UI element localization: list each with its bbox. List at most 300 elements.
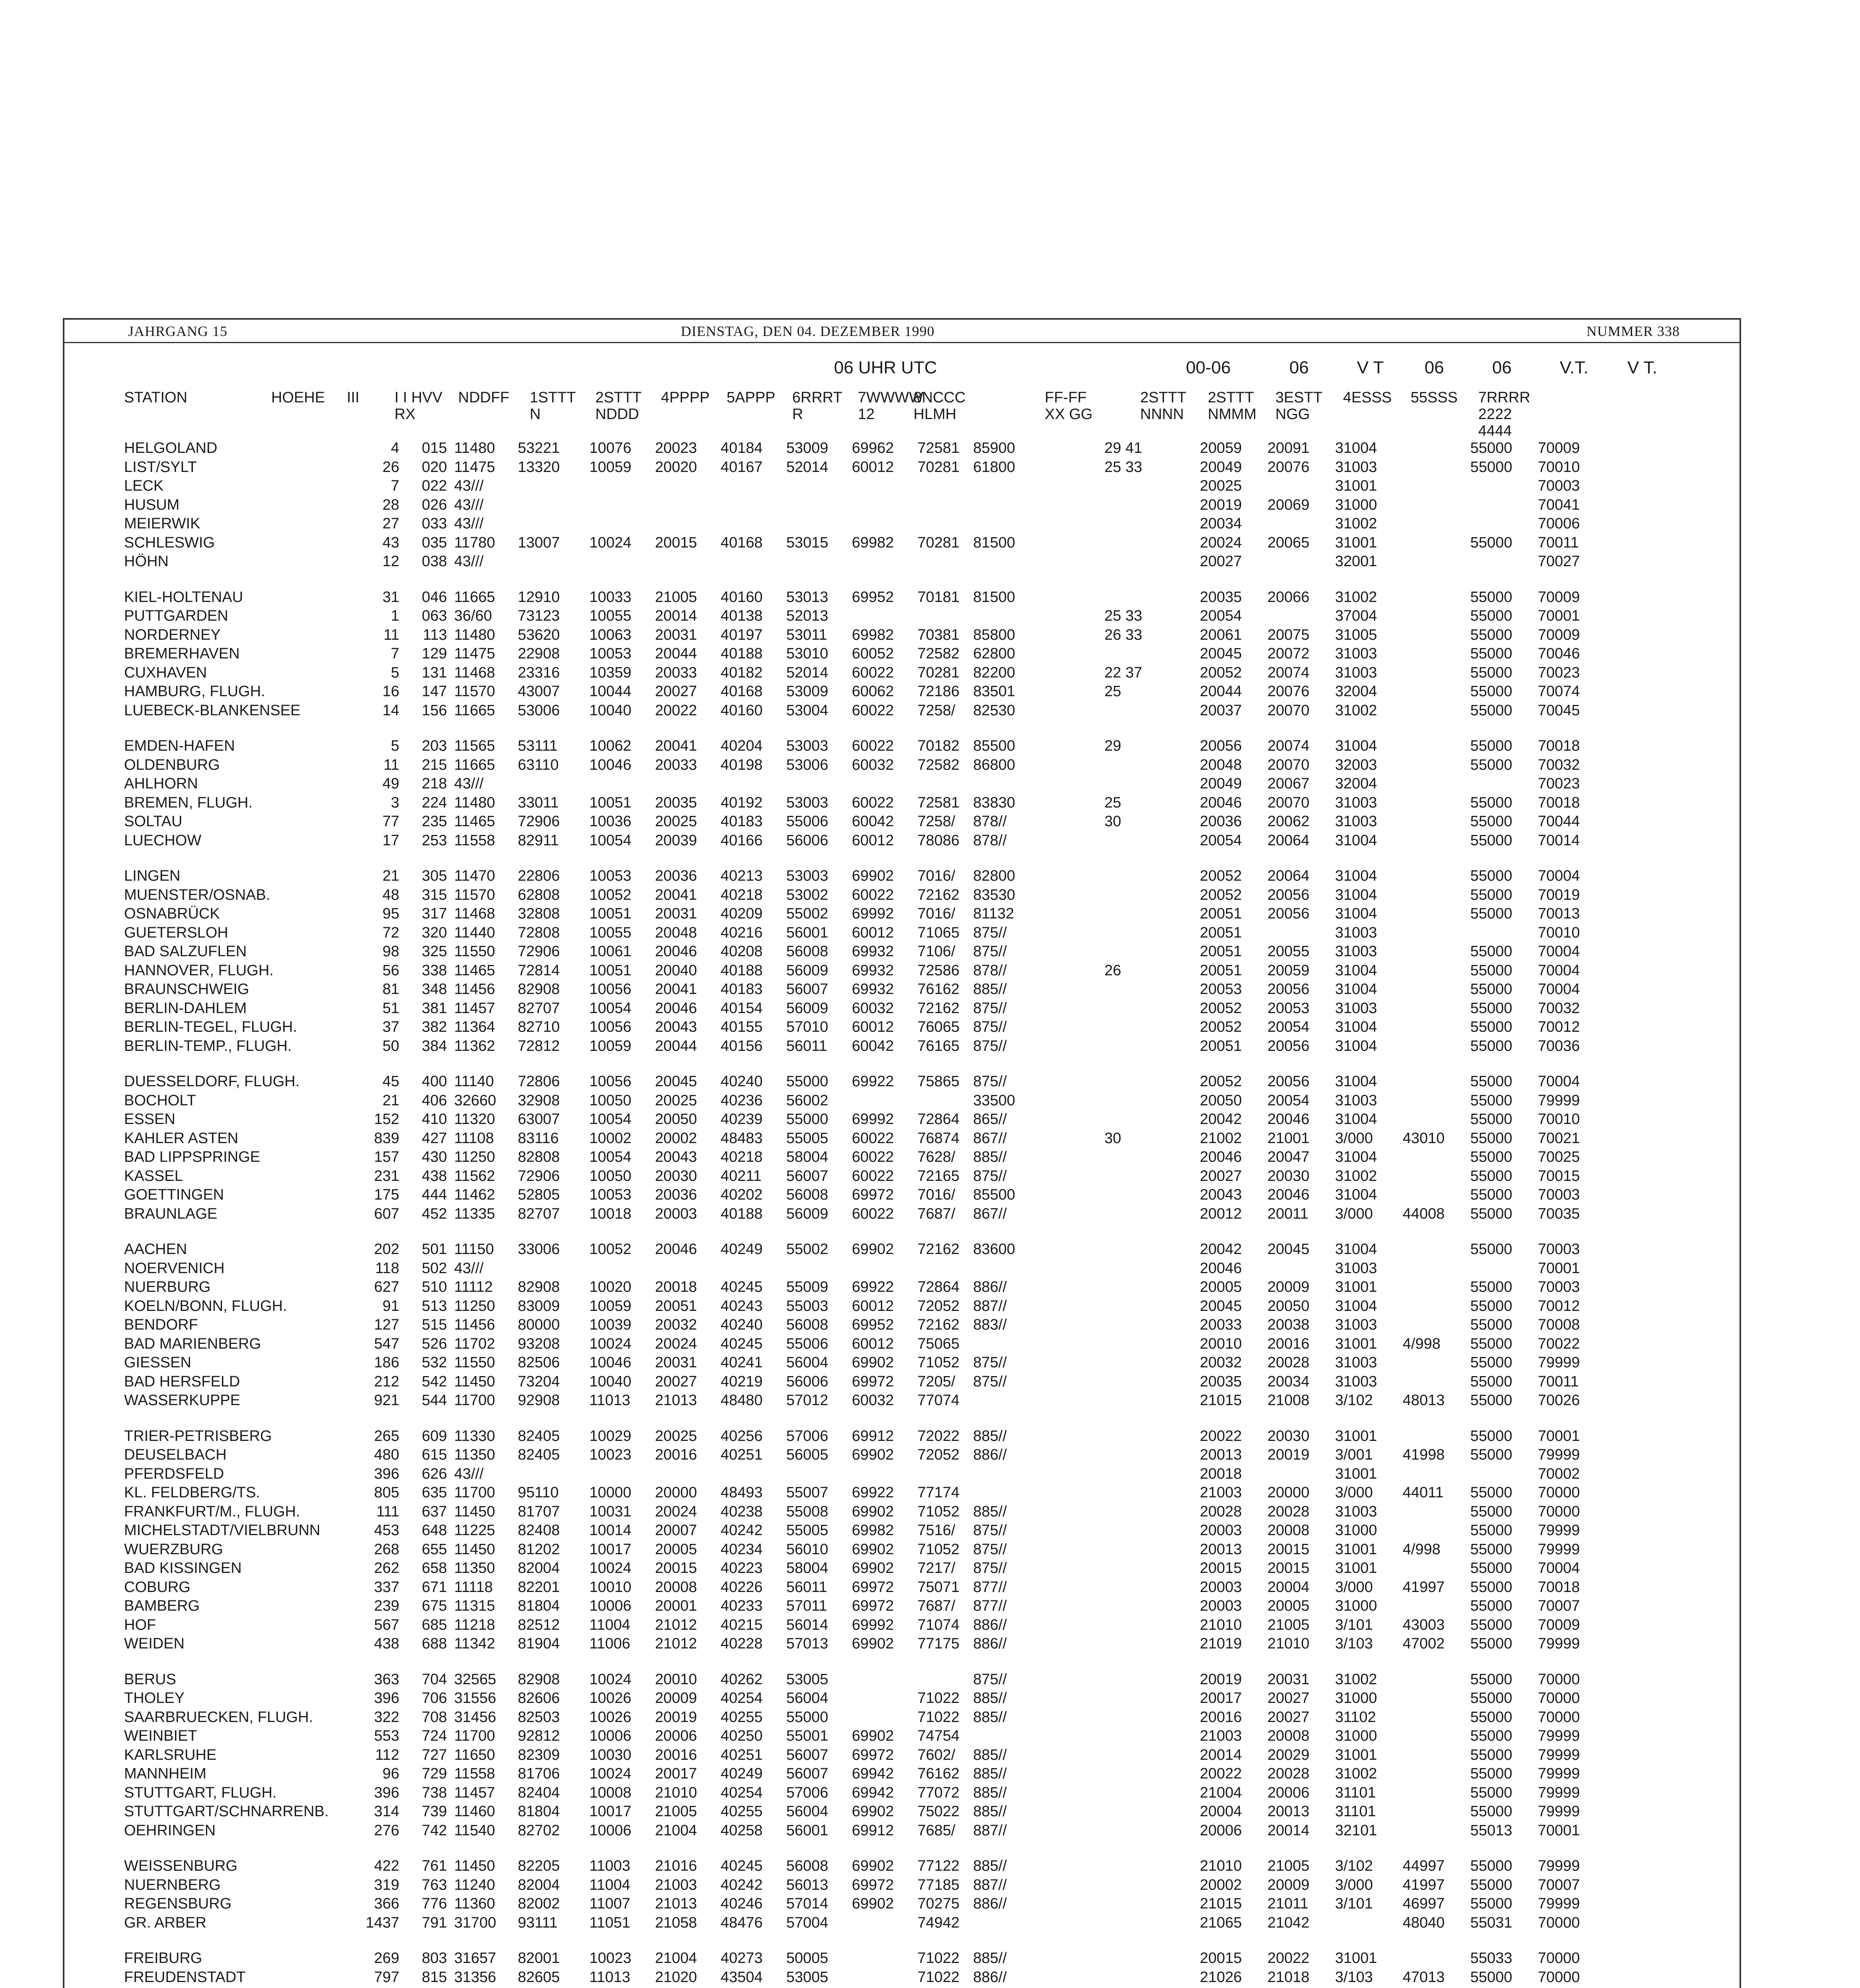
table-row — [124, 682, 1802, 701]
table-cell: 21 — [382, 868, 399, 884]
station-name: DUESSELDORF, FLUGH. — [124, 1073, 300, 1090]
table-row — [124, 1821, 1802, 1840]
station-name: AACHEN — [124, 1241, 187, 1258]
table-cell: 70000 — [1538, 1484, 1580, 1501]
table-cell: 60012 — [852, 832, 894, 849]
table-cell: 53011 — [786, 626, 827, 643]
table-cell: 11350 — [454, 1446, 495, 1463]
table-cell — [852, 496, 917, 515]
table-cell: 31004 — [1335, 1149, 1377, 1165]
table-cell — [1104, 775, 1200, 794]
table-cell: 11475 — [454, 458, 495, 476]
table-cell — [1403, 1259, 1470, 1278]
station-name: NOERVENICH — [124, 1260, 225, 1277]
table-cell: 76162 — [917, 1765, 960, 1782]
table-cell: 70023 — [1538, 664, 1580, 681]
station-name: KIEL-HOLTENAU — [124, 588, 243, 606]
table-cell: 022 — [422, 478, 447, 494]
station-group — [124, 588, 1802, 720]
right-sub-5: V.T. — [1560, 358, 1588, 377]
table-cell: 55000 — [1470, 626, 1512, 643]
table-cell: 11006 — [589, 1635, 630, 1652]
table-cell: 867// — [973, 1130, 1007, 1147]
table-cell: 40228 — [721, 1635, 763, 1652]
table-cell: 72165 — [917, 1167, 960, 1184]
table-cell: 20015 — [1200, 1950, 1242, 1967]
table-cell: 40240 — [721, 1316, 763, 1333]
table-cell: 276 — [374, 1822, 399, 1839]
table-cell: 70032 — [1538, 1000, 1580, 1017]
table-cell: 20056 — [1200, 738, 1242, 754]
station-name: TRIER-PETRISBERG — [124, 1427, 272, 1444]
table-cell: 038 — [422, 553, 447, 570]
table-cell: 32003 — [1335, 756, 1377, 773]
table-cell: 262 — [374, 1560, 399, 1576]
table-cell: 40160 — [721, 702, 763, 719]
table-cell: 71022 — [917, 1708, 960, 1726]
table-cell: 60032 — [852, 756, 894, 773]
table-cell: 3/102 — [1335, 1858, 1373, 1874]
table-cell: 70035 — [1538, 1205, 1580, 1222]
table-cell — [1104, 1391, 1200, 1410]
table-cell: 1437 — [365, 1914, 399, 1931]
table-cell: 31001 — [1335, 1335, 1377, 1352]
table-cell: 55000 — [1470, 458, 1512, 476]
table-cell: 33011 — [518, 794, 559, 811]
table-cell: 111 — [376, 1503, 399, 1520]
table-cell — [1104, 999, 1200, 1018]
table-cell: 74942 — [917, 1914, 960, 1931]
table-cell: 20037 — [1200, 702, 1242, 719]
column-header-top: STATION — [124, 389, 188, 406]
table-row — [124, 1110, 1802, 1129]
table-cell: 31003 — [1335, 1373, 1377, 1390]
station-group — [124, 1072, 1802, 1223]
table-cell: 875// — [973, 1019, 1007, 1035]
table-cell: 885// — [973, 1708, 1007, 1726]
table-row — [124, 1521, 1802, 1540]
table-cell: 10050 — [589, 1167, 632, 1184]
table-cell: 20045 — [1200, 645, 1242, 662]
table-cell: 20028 — [1200, 1503, 1242, 1520]
station-name: NUERBURG — [124, 1279, 211, 1295]
table-cell: 55000 — [1470, 1092, 1512, 1109]
table-cell: 72022 — [917, 1427, 960, 1444]
table-cell — [973, 477, 1104, 496]
table-cell: 55000 — [1470, 1503, 1512, 1520]
station-group — [124, 1857, 1802, 1932]
table-cell: 11465 — [454, 962, 495, 979]
table-cell: 77175 — [917, 1635, 960, 1652]
table-row — [124, 1597, 1802, 1616]
table-cell: 40249 — [721, 1241, 763, 1258]
table-cell: 31 — [382, 588, 399, 606]
station-name: KARLSRUHE — [124, 1746, 217, 1763]
table-row — [124, 1727, 1802, 1746]
table-cell: 20015 — [1267, 1541, 1310, 1558]
table-cell: 30 — [1104, 1130, 1121, 1147]
table-cell: 81804 — [518, 1803, 560, 1820]
table-cell: 20032 — [655, 1316, 697, 1333]
table-cell — [1104, 1110, 1200, 1129]
table-cell: 11558 — [454, 1765, 495, 1782]
table-cell: 40155 — [721, 1019, 763, 1035]
table-cell: 739 — [422, 1803, 447, 1820]
table-cell: 69902 — [852, 1635, 894, 1652]
table-cell: 31004 — [1335, 981, 1377, 998]
table-cell: 10006 — [589, 1598, 632, 1614]
table-cell: 70004 — [1538, 1560, 1580, 1576]
table-row — [124, 831, 1802, 850]
table-cell — [1104, 1540, 1200, 1559]
table-cell: 319 — [374, 1876, 399, 1893]
table-cell: 79999 — [1538, 1858, 1580, 1874]
table-cell — [721, 1465, 786, 1484]
table-cell: 31005 — [1335, 626, 1377, 643]
table-cell — [589, 1259, 655, 1278]
table-cell: 11480 — [454, 794, 495, 811]
table-cell: 55007 — [786, 1484, 828, 1501]
table-cell: 70025 — [1538, 1149, 1580, 1165]
table-cell: 31101 — [1335, 1803, 1376, 1820]
table-cell — [1104, 942, 1200, 961]
table-cell: 20008 — [655, 1578, 697, 1596]
table-cell: 615 — [422, 1446, 447, 1463]
table-cell: 70006 — [1538, 515, 1580, 532]
table-cell — [1104, 1821, 1200, 1840]
table-cell: 20018 — [655, 1279, 697, 1295]
table-cell — [655, 514, 721, 534]
table-cell — [917, 1091, 973, 1110]
table-cell: 70003 — [1538, 1241, 1580, 1258]
table-cell: 32565 — [454, 1671, 496, 1688]
table-cell: 803 — [422, 1950, 447, 1967]
table-cell: 69922 — [852, 1484, 894, 1501]
table-cell: 635 — [422, 1484, 447, 1501]
table-cell: 70000 — [1538, 1950, 1580, 1967]
table-cell: 10029 — [589, 1427, 632, 1444]
table-row — [124, 588, 1802, 607]
table-cell: 70000 — [1538, 1690, 1580, 1706]
table-cell: 10061 — [589, 943, 632, 960]
table-cell: 70004 — [1538, 981, 1580, 998]
table-cell: 55000 — [1470, 1690, 1512, 1706]
table-cell — [1403, 477, 1470, 496]
table-cell — [1470, 477, 1538, 496]
table-cell: 21015 — [1200, 1895, 1242, 1912]
station-name: BRAUNSCHWEIG — [124, 981, 249, 998]
table-row — [124, 1316, 1802, 1335]
table-cell: 20013 — [1200, 1541, 1242, 1558]
table-cell: 11480 — [454, 626, 495, 643]
table-cell: 63110 — [518, 756, 559, 773]
table-cell: 56001 — [786, 1822, 828, 1839]
table-cell: 40243 — [721, 1297, 763, 1314]
table-cell: 885// — [973, 1765, 1007, 1782]
table-cell: 53013 — [786, 588, 828, 606]
table-cell — [1403, 552, 1470, 571]
table-cell: 11364 — [454, 1019, 495, 1035]
table-cell: 21058 — [655, 1914, 697, 1931]
table-cell: 21010 — [1200, 1858, 1242, 1874]
table-cell — [1104, 1427, 1200, 1446]
table-cell: 10054 — [589, 1000, 632, 1017]
table-cell: 20074 — [1267, 664, 1310, 681]
table-cell: 20008 — [1267, 1522, 1310, 1539]
table-cell: 92908 — [518, 1392, 560, 1409]
table-cell: 20014 — [1200, 1746, 1242, 1763]
table-cell: 31004 — [1335, 1241, 1377, 1258]
table-cell: 60032 — [852, 1392, 894, 1409]
table-cell — [721, 514, 786, 534]
table-row — [124, 867, 1802, 886]
table-cell: 20008 — [1267, 1728, 1310, 1744]
table-cell: 60012 — [852, 1019, 894, 1035]
table-cell: 69972 — [852, 1373, 894, 1390]
table-cell: 21020 — [655, 1969, 697, 1986]
table-cell: 72906 — [518, 813, 560, 830]
table-cell: 48483 — [721, 1130, 763, 1147]
table-cell: 20009 — [1267, 1876, 1310, 1893]
table-cell: 763 — [422, 1876, 447, 1893]
table-cell: 21001 — [1267, 1130, 1310, 1147]
table-cell — [1104, 1597, 1200, 1616]
table-cell: 57013 — [786, 1635, 828, 1652]
table-row — [124, 1578, 1802, 1597]
table-cell — [1403, 439, 1470, 458]
table-cell: 20059 — [1200, 440, 1242, 456]
table-cell: 53006 — [786, 756, 828, 773]
table-cell — [1403, 1949, 1470, 1968]
station-name: BAMBERG — [124, 1598, 200, 1614]
table-cell: 20003 — [1200, 1598, 1242, 1614]
table-cell: 70015 — [1538, 1167, 1580, 1184]
table-cell: 21003 — [655, 1876, 697, 1893]
table-cell: 40184 — [721, 440, 763, 456]
table-cell — [518, 1259, 589, 1278]
table-cell: 31101 — [1335, 1784, 1376, 1801]
table-cell: 40182 — [721, 664, 763, 681]
column-header — [727, 389, 775, 406]
table-row — [124, 1503, 1802, 1522]
station-group — [124, 1949, 1802, 1988]
table-cell — [1403, 831, 1470, 850]
column-header — [595, 389, 641, 423]
table-cell: 20028 — [1267, 1354, 1310, 1371]
table-cell: 20069 — [1267, 496, 1310, 513]
table-cell: 44008 — [1403, 1205, 1445, 1222]
table-cell: 41997 — [1403, 1876, 1445, 1893]
table-cell: 40256 — [721, 1427, 763, 1444]
table-cell: 20076 — [1267, 683, 1310, 700]
table-cell — [973, 1465, 1104, 1484]
table-cell: 526 — [422, 1335, 447, 1352]
table-cell: 40197 — [721, 626, 763, 643]
table-cell: 11456 — [454, 1316, 495, 1333]
table-cell: 31003 — [1335, 645, 1377, 662]
table-cell: 20050 — [1200, 1092, 1242, 1109]
table-cell: 31102 — [1335, 1708, 1376, 1726]
table-cell — [1267, 607, 1335, 626]
station-name: CUXHAVEN — [124, 664, 207, 681]
table-cell: 21002 — [1200, 1130, 1242, 1147]
table-cell: 31004 — [1335, 905, 1377, 922]
table-cell: 363 — [374, 1671, 399, 1688]
table-cell — [917, 607, 973, 626]
table-cell: 29 41 — [1104, 440, 1143, 456]
table-cell: 36/60 — [454, 608, 492, 624]
table-cell: 20048 — [655, 924, 697, 941]
table-cell: 31002 — [1335, 1167, 1377, 1184]
table-cell: 76165 — [917, 1037, 960, 1054]
table-cell: 20031 — [1267, 1671, 1310, 1688]
table-cell: 20024 — [655, 1503, 697, 1520]
table-cell: 444 — [422, 1186, 447, 1203]
table-cell: 026 — [422, 496, 447, 513]
table-cell: 48 — [382, 886, 399, 903]
table-cell — [1403, 924, 1470, 943]
table-cell: 70018 — [1538, 1578, 1580, 1596]
table-cell: 95 — [382, 905, 399, 922]
table-cell: 32004 — [1335, 683, 1377, 700]
table-cell: 875// — [973, 1671, 1007, 1688]
table-cell: 62808 — [518, 886, 560, 903]
table-cell: 55000 — [1470, 1019, 1512, 1035]
column-header-bottom: NNNN — [1140, 406, 1184, 423]
column-header-top: 55SSS — [1411, 389, 1458, 406]
table-cell: 22806 — [518, 868, 560, 884]
table-cell: 20040 — [655, 962, 697, 979]
table-cell: 20036 — [1200, 813, 1242, 830]
table-cell: 55000 — [1470, 1616, 1512, 1633]
table-cell: 7516/ — [917, 1522, 956, 1539]
table-cell: 82710 — [518, 1019, 560, 1035]
table-cell — [1403, 1503, 1470, 1522]
table-cell: 70182 — [917, 738, 960, 754]
table-cell: 637 — [422, 1503, 447, 1520]
table-cell: 69932 — [852, 981, 894, 998]
table-cell: 867// — [973, 1205, 1007, 1222]
table-cell: 37 — [382, 1019, 399, 1035]
table-cell: 11118 — [454, 1578, 493, 1596]
table-cell: 20006 — [1267, 1784, 1310, 1801]
table-cell: 10063 — [589, 626, 632, 643]
table-cell: 95110 — [518, 1484, 559, 1501]
table-cell: 878// — [973, 832, 1007, 849]
table-cell: 4/998 — [1403, 1541, 1441, 1558]
table-cell: 31004 — [1335, 1297, 1377, 1314]
table-cell: 11570 — [454, 886, 495, 903]
table-cell: 11540 — [454, 1822, 495, 1839]
table-cell: 885// — [973, 1803, 1007, 1820]
table-cell: 11007 — [589, 1895, 630, 1912]
table-cell — [973, 1259, 1104, 1278]
table-cell: 56009 — [786, 962, 828, 979]
table-cell — [1403, 1278, 1470, 1297]
table-cell: 79999 — [1538, 1541, 1580, 1558]
table-cell: 20033 — [655, 756, 697, 773]
table-cell: 337 — [374, 1578, 399, 1596]
table-cell — [1104, 1578, 1200, 1597]
table-cell — [1403, 1821, 1470, 1840]
table-cell: 83530 — [973, 886, 1015, 903]
table-cell: 20041 — [655, 738, 697, 754]
table-cell: 3/101 — [1335, 1895, 1373, 1912]
column-header — [124, 389, 187, 406]
table-cell: 20051 — [1200, 924, 1242, 941]
table-cell: 55000 — [1470, 534, 1512, 551]
station-name: HANNOVER, FLUGH. — [124, 962, 274, 979]
table-cell: 55006 — [786, 1335, 828, 1352]
table-row — [124, 999, 1802, 1018]
column-header-bottom: 12 — [858, 406, 875, 423]
table-cell: 10026 — [589, 1708, 632, 1726]
table-cell: 75065 — [917, 1335, 960, 1352]
table-cell: 348 — [422, 981, 447, 998]
table-cell: 55000 — [1470, 1876, 1512, 1893]
table-cell: 69982 — [852, 534, 894, 551]
table-cell: 82908 — [518, 1671, 560, 1688]
table-cell: 11480 — [454, 440, 495, 456]
table-cell: 48493 — [721, 1484, 763, 1501]
table-cell: 55000 — [1470, 588, 1512, 606]
table-cell: 20007 — [655, 1522, 697, 1539]
table-cell — [1403, 1316, 1470, 1335]
table-cell: 10054 — [589, 832, 632, 849]
table-cell — [1267, 924, 1335, 943]
table-cell: 20032 — [1200, 1354, 1242, 1371]
table-row — [124, 1465, 1802, 1484]
table-cell: 40273 — [721, 1950, 763, 1967]
table-cell: 20075 — [1267, 626, 1310, 643]
table-cell: 82808 — [518, 1149, 560, 1165]
table-cell — [1403, 1297, 1470, 1316]
table-cell — [1267, 514, 1335, 534]
table-cell: 20028 — [1267, 1503, 1310, 1520]
table-cell: 55000 — [1470, 1578, 1512, 1596]
table-cell: 885// — [973, 1427, 1007, 1444]
column-header-top: 7RRRR — [1478, 389, 1530, 406]
table-cell: 20018 — [1200, 1465, 1242, 1482]
table-cell: 20042 — [1200, 1111, 1242, 1128]
table-cell: 314 — [374, 1803, 399, 1820]
table-cell: 16 — [382, 683, 399, 700]
table-cell: 11457 — [454, 1000, 495, 1017]
column-header — [913, 389, 966, 423]
table-cell: 10051 — [589, 905, 632, 922]
table-cell — [852, 1091, 917, 1110]
table-cell: 865// — [973, 1111, 1007, 1128]
table-cell: 20022 — [1200, 1765, 1242, 1782]
table-cell: 56006 — [786, 1373, 828, 1390]
table-row — [124, 1427, 1802, 1446]
table-cell: 70003 — [1538, 478, 1580, 494]
table-row — [124, 626, 1802, 645]
table-cell — [852, 1259, 917, 1278]
table-cell: 10053 — [589, 868, 632, 884]
table-cell: 55000 — [1470, 1279, 1512, 1295]
table-cell — [721, 477, 786, 496]
table-cell: 40215 — [721, 1616, 763, 1633]
column-header-top: HOEHE — [271, 389, 325, 406]
table-cell: 70009 — [1538, 1616, 1580, 1633]
table-cell — [1403, 1072, 1470, 1091]
table-cell: 658 — [422, 1560, 447, 1576]
table-cell — [1104, 905, 1200, 924]
table-cell — [1403, 664, 1470, 683]
table-cell: 20046 — [655, 1000, 697, 1017]
table-cell: 69982 — [852, 1522, 894, 1539]
